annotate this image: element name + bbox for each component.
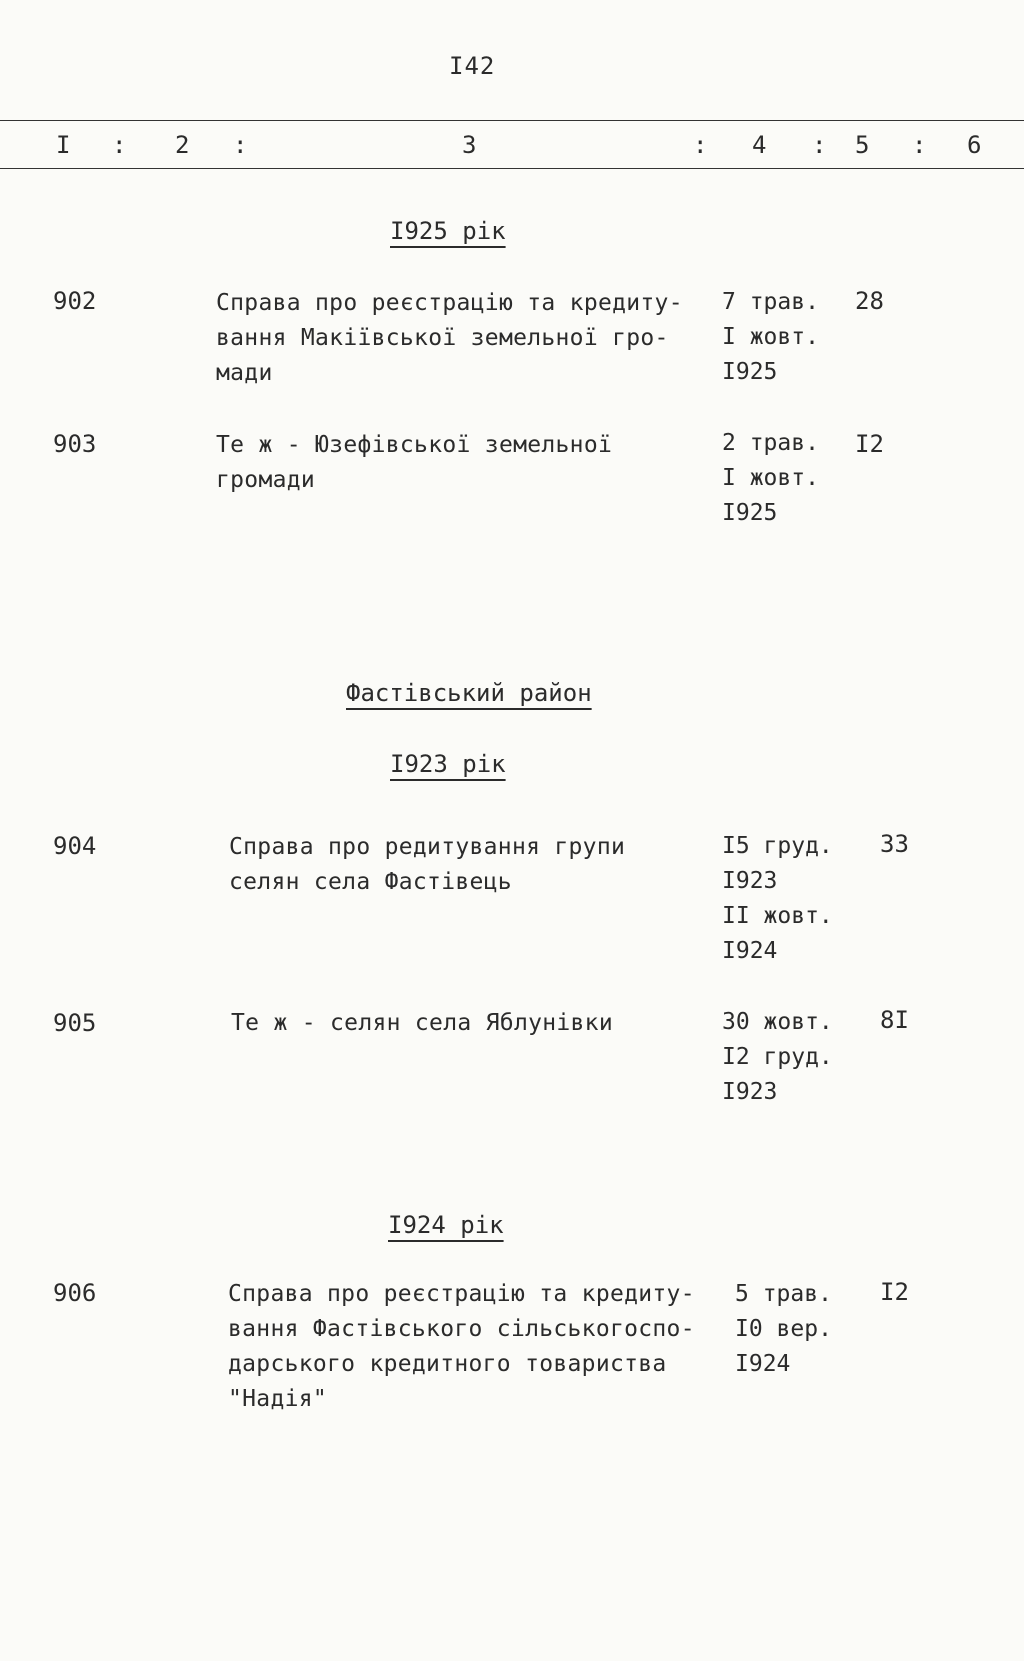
description-line: "Надія" <box>228 1386 328 1412</box>
entry-number: 905 <box>53 1009 97 1037</box>
date-line: I924 <box>735 1351 791 1377</box>
header-bottom-rule <box>0 168 1024 169</box>
entry-dates <box>722 285 819 390</box>
entry-leaves: 28 <box>855 287 884 315</box>
entry-description <box>216 428 612 498</box>
section-heading-1925: I925 рік <box>390 217 506 245</box>
description-line: мади <box>216 360 273 386</box>
description-line: Справа про редитування групи <box>229 834 626 860</box>
entry-leaves: 33 <box>880 830 909 858</box>
date-line: I923 <box>722 868 778 894</box>
date-line: I жовт. <box>722 324 819 350</box>
date-line: I0 вер. <box>735 1316 832 1342</box>
date-line: 30 жовт. <box>722 1009 833 1035</box>
date-line: I2 груд. <box>722 1044 833 1070</box>
section-heading-district: Фастівський район <box>346 679 592 707</box>
header-col-6: 6 <box>967 131 982 159</box>
entry-description <box>229 830 625 900</box>
description-line: Те ж - селян села Яблунівки <box>231 1010 613 1036</box>
entry-number: 904 <box>53 832 97 860</box>
description-line: вання Фастівського сільськогоспо- <box>228 1316 695 1342</box>
header-separator: : <box>912 131 927 159</box>
header-top-rule <box>0 120 1024 121</box>
entry-number: 902 <box>53 287 97 315</box>
entry-dates <box>722 426 819 531</box>
date-line: I5 груд. <box>722 833 833 859</box>
entry-description <box>228 1277 695 1417</box>
header-separator: : <box>693 131 708 159</box>
header-col-2: 2 <box>175 131 190 159</box>
entry-dates <box>722 1005 833 1110</box>
entry-dates <box>735 1277 832 1382</box>
entry-leaves: I2 <box>880 1278 909 1306</box>
header-col-4: 4 <box>752 131 767 159</box>
entry-description <box>216 286 683 391</box>
date-line: I923 <box>722 1079 778 1105</box>
date-line: I жовт. <box>722 465 819 491</box>
description-line: дарського кредитного товариства <box>228 1351 667 1377</box>
entry-description <box>231 1006 613 1041</box>
description-line: Справа про реєстрацію та кредиту- <box>228 1281 695 1307</box>
header-separator: : <box>812 131 827 159</box>
date-line: 5 трав. <box>735 1281 832 1307</box>
header-col-1: I <box>56 131 71 159</box>
date-line: I925 <box>722 500 778 526</box>
page-number: I42 <box>449 52 496 80</box>
header-col-3: 3 <box>462 131 477 159</box>
header-separator: : <box>112 131 127 159</box>
description-line: селян села Фастівець <box>229 869 512 895</box>
entry-leaves: I2 <box>855 430 884 458</box>
entry-leaves: 8I <box>880 1006 909 1034</box>
description-line: вання Макіївської земельної гро- <box>216 325 669 351</box>
entry-number: 906 <box>53 1279 97 1307</box>
entry-dates <box>722 829 833 969</box>
header-col-5: 5 <box>855 131 870 159</box>
date-line: 7 трав. <box>722 289 819 315</box>
date-line: I924 <box>722 938 778 964</box>
section-heading-1923: I923 рік <box>390 750 506 778</box>
header-separator: : <box>233 131 248 159</box>
description-line: Справа про реєстрацію та кредиту- <box>216 290 683 316</box>
date-line: I925 <box>722 359 778 385</box>
entry-number: 903 <box>53 430 97 458</box>
date-line: 2 трав. <box>722 430 819 456</box>
date-line: II жовт. <box>722 903 833 929</box>
description-line: Те ж - Юзефівської земельної <box>216 432 613 458</box>
description-line: громади <box>216 467 316 493</box>
section-heading-1924: I924 рік <box>388 1211 504 1239</box>
